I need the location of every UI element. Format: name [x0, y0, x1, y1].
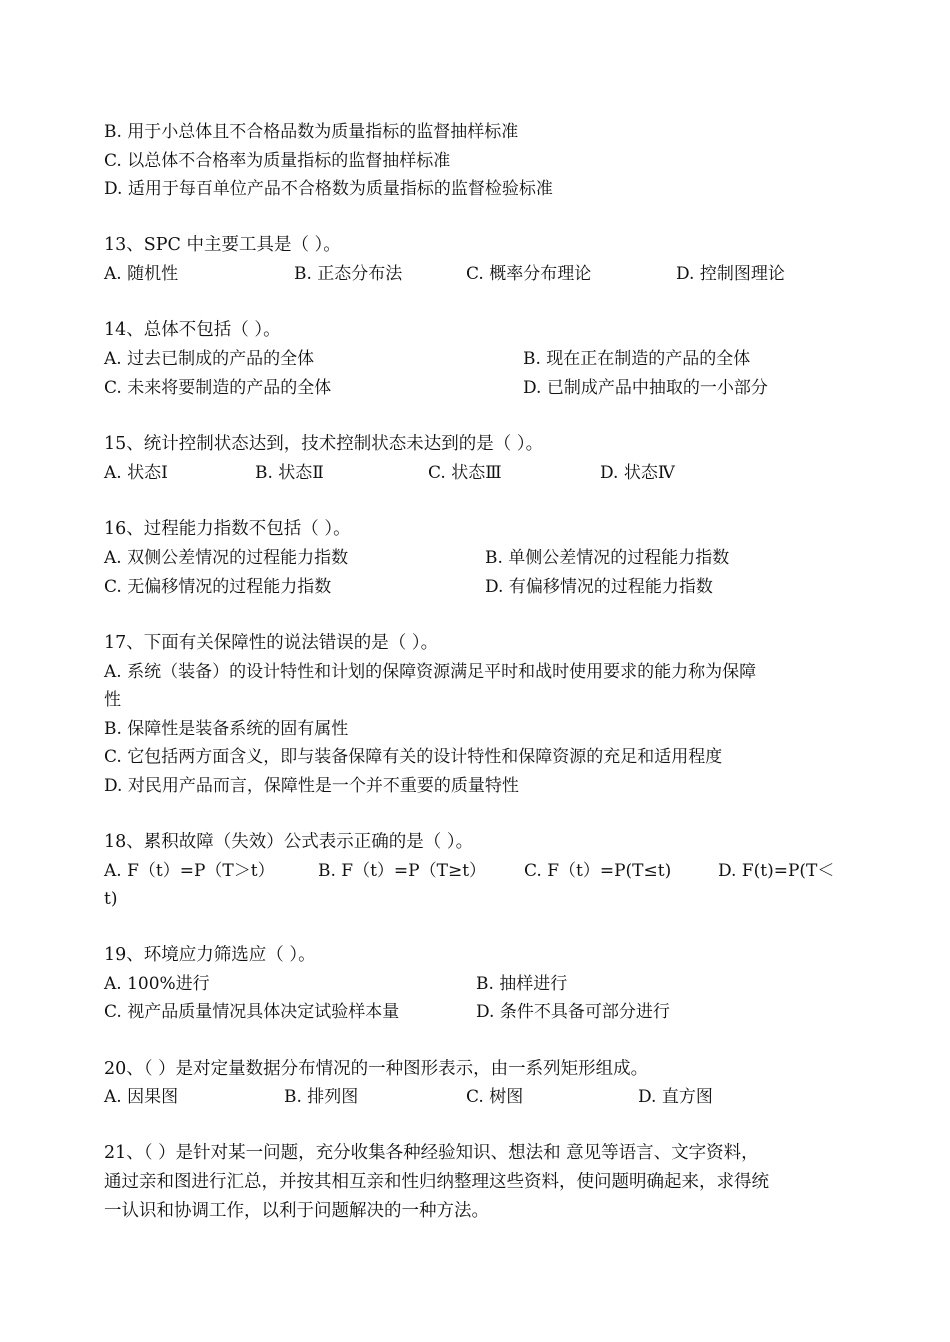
- q20-option-a: A. 因果图: [104, 1087, 179, 1107]
- question-20-stem: 20、（ ）是对定量数据分布情况的一种图形表示，由一系列矩形组成。: [104, 1059, 649, 1079]
- q17-option-a-line1: A. 系统（装备）的设计特性和计划的保障资源满足平时和战时使用要求的能力称为保障: [104, 662, 757, 682]
- question-19-stem: 19、环境应力筛选应（ ）。: [104, 945, 316, 965]
- q15-option-d: D. 状态Ⅳ: [600, 463, 675, 483]
- q16-option-d: D. 有偏移情况的过程能力指数: [485, 577, 713, 597]
- option-b: B. 用于小总体且不合格品数为质量指标的监督抽样标准: [104, 122, 519, 142]
- option-c: C. 以总体不合格率为质量指标的监督抽样标准: [104, 151, 451, 171]
- q14-option-c: C. 未来将要制造的产品的全体: [104, 378, 332, 398]
- question-13-stem: 13、SPC 中主要工具是（ ）。: [104, 235, 341, 255]
- question-15-stem: 15、统计控制状态达到，技术控制状态未达到的是（ ）。: [104, 434, 544, 454]
- q19-option-b: B. 抽样进行: [476, 974, 568, 994]
- question-21-line2: 通过亲和图进行汇总，并按其相互亲和性归纳整理这些资料，使问题明确起来，求得统: [104, 1172, 769, 1192]
- question-21-line3: 一认识和协调工作，以利于问题解决的一种方法。: [104, 1201, 489, 1221]
- q14-option-b: B. 现在正在制造的产品的全体: [523, 349, 751, 369]
- q18-option-c: C. F（t）=P(T≤t): [524, 861, 672, 881]
- q14-option-a: A. 过去已制成的产品的全体: [104, 349, 315, 369]
- q19-option-c: C. 视产品质量情况具体决定试验样本量: [104, 1002, 400, 1022]
- question-17-stem: 17、下面有关保障性的说法错误的是（ ）。: [104, 633, 439, 653]
- q16-option-a: A. 双侧公差情况的过程能力指数: [104, 548, 349, 568]
- q14-option-d: D. 已制成产品中抽取的一小部分: [523, 378, 768, 398]
- q16-option-b: B. 单侧公差情况的过程能力指数: [485, 548, 730, 568]
- question-16-stem: 16、过程能力指数不包括（ ）。: [104, 519, 351, 539]
- q17-option-a-line2: 性: [104, 690, 121, 710]
- q18-option-d-line2: t): [104, 889, 118, 909]
- q17-option-c: C. 它包括两方面含义，即与装备保障有关的设计特性和保障资源的充足和适用程度: [104, 747, 723, 767]
- q18-option-b: B. F（t）=P（T≥t）: [318, 861, 487, 881]
- q17-option-d: D. 对民用产品而言，保障性是一个并不重要的质量特性: [104, 776, 519, 796]
- q13-option-b: B. 正态分布法: [294, 264, 403, 284]
- q13-option-c: C. 概率分布理论: [466, 264, 592, 284]
- q15-option-c: C. 状态Ⅲ: [428, 463, 502, 483]
- q18-option-d-line1: D. F(t)=P(T＜: [718, 861, 835, 881]
- q18-option-a: A. F（t）=P（T＞t）: [104, 861, 275, 881]
- q15-option-b: B. 状态Ⅱ: [255, 463, 324, 483]
- q13-option-a: A. 随机性: [104, 264, 179, 284]
- q20-option-c: C. 树图: [466, 1087, 524, 1107]
- question-21-line1: 21、（ ）是针对某一问题，充分收集各种经验知识、想法和 意见等语言、文字资料，: [104, 1143, 759, 1163]
- q15-option-a: A. 状态Ⅰ: [104, 463, 168, 483]
- q20-option-d: D. 直方图: [638, 1087, 713, 1107]
- q19-option-a: A. 100%进行: [104, 974, 210, 994]
- q16-option-c: C. 无偏移情况的过程能力指数: [104, 577, 332, 597]
- q13-option-d: D. 控制图理论: [676, 264, 785, 284]
- q19-option-d: D. 条件不具备可部分进行: [476, 1002, 670, 1022]
- option-d: D. 适用于每百单位产品不合格数为质量指标的监督检验标准: [104, 179, 553, 199]
- question-14-stem: 14、总体不包括（ ）。: [104, 320, 281, 340]
- q17-option-b: B. 保障性是装备系统的固有属性: [104, 719, 349, 739]
- q20-option-b: B. 排列图: [284, 1087, 359, 1107]
- question-18-stem: 18、累积故障（失效）公式表示正确的是（ ）。: [104, 832, 474, 852]
